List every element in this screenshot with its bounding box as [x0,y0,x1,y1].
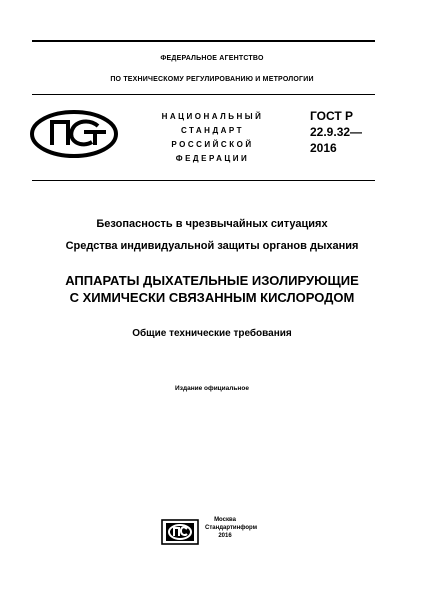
main-title-line-2: С ХИМИЧЕСКИ СВЯЗАННЫМ КИСЛОРОДОМ [69,290,355,305]
main-title [0,272,424,306]
standard-type-line: ФЕДЕРАЦИИ [175,154,250,163]
publisher-block [205,516,258,540]
top-rule [32,40,375,42]
standard-type-line: НАЦИОНАЛЬНЫЙ [161,112,264,121]
subtitle: Общие технические требования [132,328,292,339]
edition-label: Издание официальное [175,385,249,392]
standard-type-block [150,110,275,166]
standard-type-line: СТАНДАРТ [180,126,245,135]
title-rule [32,180,375,181]
standard-code-line: 22.9.32— [310,125,363,139]
header-rule [32,94,375,95]
gost-r-emblem-icon [30,110,118,158]
standard-code-line: 2016 [310,141,337,155]
publisher-year: 2016 [218,533,232,539]
standard-code-block [310,108,362,156]
standard-type-line: РОССИЙСКОЙ [171,140,254,149]
agency-line-1: ФЕДЕРАЛЬНОЕ АГЕНТСТВО [160,55,264,62]
agency-line-2: ПО ТЕХНИЧЕСКОМУ РЕГУЛИРОВАНИЮ И МЕТРОЛОГИИ [110,76,314,83]
publisher-name: Стандартинформ [205,525,258,531]
title-line-2: Средства индивидуальной защиты органов дыхания [65,240,359,252]
publisher-city: Москва [214,517,236,523]
title-line-1: Безопасность в чрезвычайных ситуациях [96,218,328,230]
standartinform-logo-icon [160,518,200,546]
standard-code-line: ГОСТ Р [310,109,354,123]
main-title-line-1: АППАРАТЫ ДЫХАТЕЛЬНЫЕ ИЗОЛИРУЮЩИЕ [65,273,359,288]
